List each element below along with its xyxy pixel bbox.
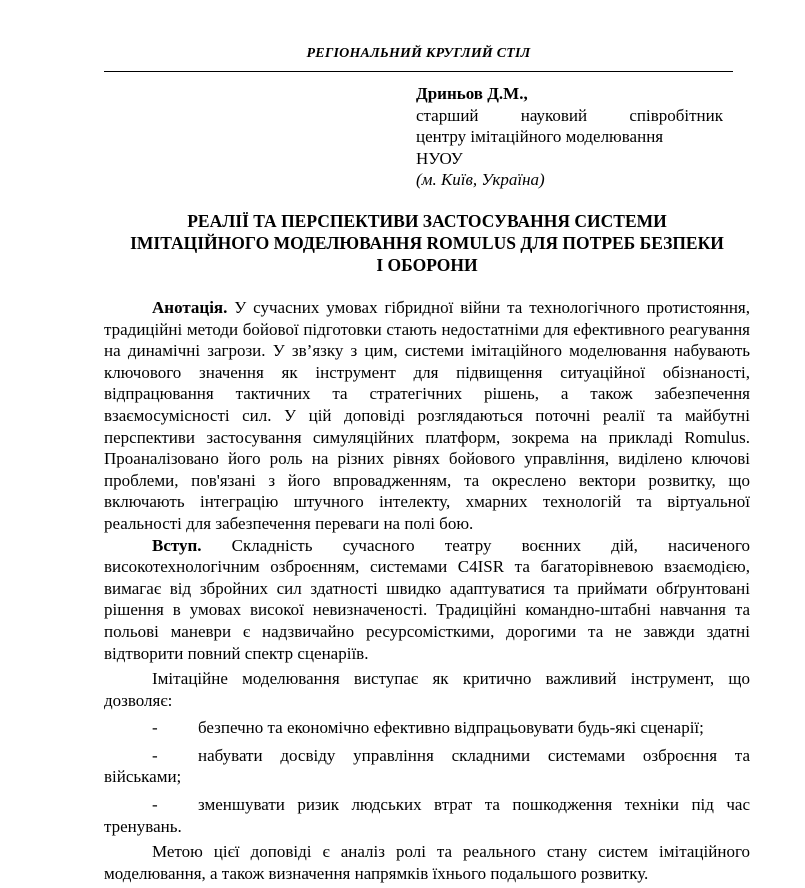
title-line-2: ІМІТАЦІЙНОГО МОДЕЛЮВАННЯ ROMULUS ДЛЯ ПОТРЕБ БЕЗПЕКИ <box>130 233 724 253</box>
list-item <box>104 745 750 788</box>
list-item-text: набувати досвіду управління складними системами озброєння та військами; <box>104 745 750 787</box>
running-header: РЕГІОНАЛЬНИЙ КРУГЛИЙ СТІЛ <box>306 46 531 61</box>
title-line-3: І ОБОРОНИ <box>376 255 478 275</box>
abstract-label: Анотація. <box>152 298 228 317</box>
intro-label: Вступ. <box>152 535 202 555</box>
author-position-line2: центру імітаційного моделювання <box>416 127 664 146</box>
abstract-paragraph <box>104 297 750 535</box>
list-marker: - <box>152 745 158 765</box>
list-item <box>104 794 750 837</box>
simulation-paragraph: Імітаційне моделювання виступає як критично важливий інструмент, що дозволяє: <box>104 669 750 710</box>
paper-title <box>104 210 750 276</box>
document-body <box>104 297 750 884</box>
list-item <box>104 717 750 739</box>
author-position-line1: старший науковий співробітник <box>416 105 723 125</box>
list-item-text: безпечно та економічно ефективно відпрацьовувати будь-які сценарії; <box>198 718 704 738</box>
intro-paragraph <box>104 535 750 665</box>
list-marker: - <box>152 795 158 815</box>
author-name: Дриньов Д.М., <box>416 84 528 103</box>
list-marker: - <box>152 718 158 738</box>
purpose-paragraph: Метою цієї доповіді є аналіз ролі та реального стану систем імітаційного моделювання, а також визначення напрямків їхнього подальшого розвитку. <box>104 842 750 883</box>
title-line-1: РЕАЛІЇ ТА ПЕРСПЕКТИВИ ЗАСТОСУВАННЯ СИСТЕМИ <box>187 211 667 231</box>
list-item-text: зменшувати ризик людських втрат та пошкодження техніки під час тренувань. <box>104 795 750 836</box>
intro-text: Складність сучасного театру воєнних дій, насиченого високотехнологічним озброєнням, системами C4ISR та багаторівневою взаємодією, вимагає від збройних сил здатності швидко адаптуватися та приймати обґрунтовані рішення в умовах високої невизначеності. Традиційні командно-штабні навчання та польові маневри є надзвичайно ресурсомісткими, дорогими та не завжди здатні відтворити повний спектр сценаріїв. <box>104 535 750 663</box>
abstract-text: У сучасних умовах гібридної війни та технологічного протистояння, традиційні методи бойової підготовки стають недостатніми для ефективного реагування на динамічні загрози. У зв’язку з цим, системи імітаційного моделювання набувають ключового значення як інструмент для підвищення ситуаційної обізнаності, відпрацювання тактичних та стратегічних рішень, а також забезпечення взаємосумісності сил. У цій доповіді розглядаються поточні реалії та майбутні перспективи застосування симуляційних платформ, зокрема на прикладі Romulus. Проаналізовано його роль на різних рівнях бойового управління, виділено ключові проблеми, пов'язані з його впровадженням, та окреслено вектори розвитку, що включають інтеграцію штучного інтелекту, хмарних технологій та віртуальної реальності для забезпечення переваги на полі бою. <box>104 298 750 533</box>
header-divider <box>104 71 733 72</box>
author-location: (м. Київ, Україна) <box>416 170 545 189</box>
author-organization: НУОУ <box>416 148 463 168</box>
author-block <box>416 83 723 191</box>
